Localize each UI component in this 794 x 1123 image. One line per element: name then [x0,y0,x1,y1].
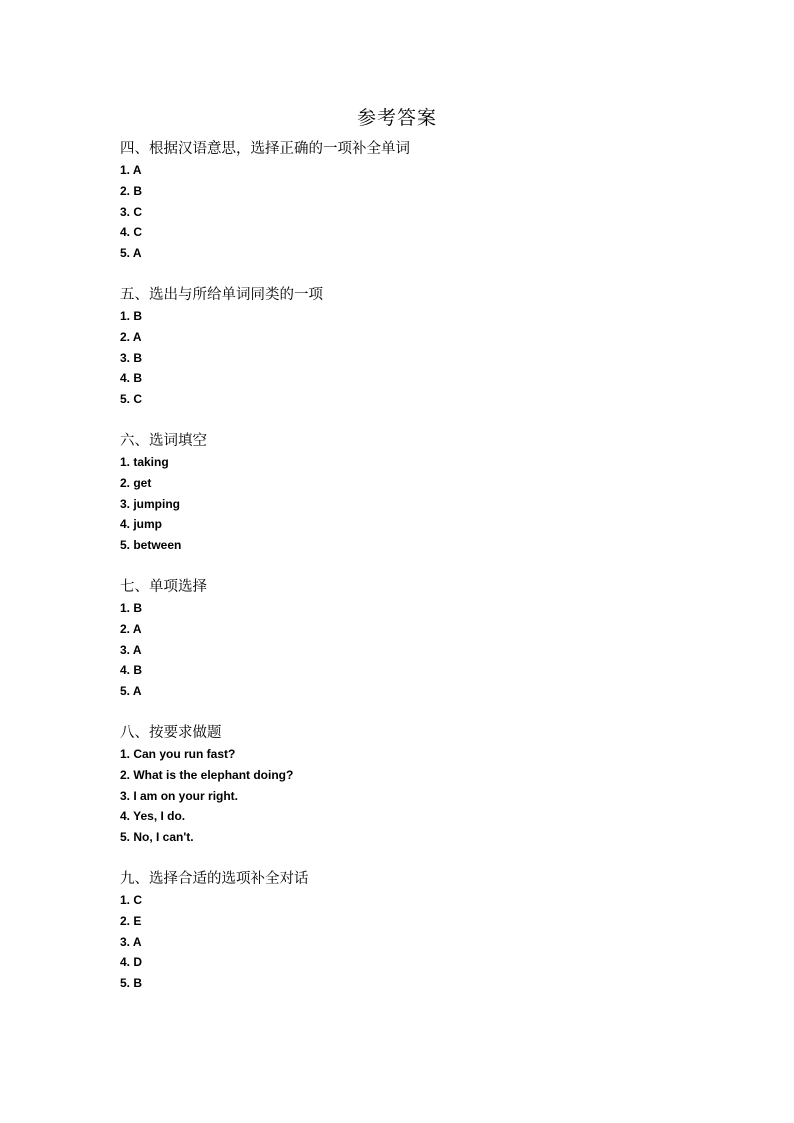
answer-list [120,160,740,264]
answer-item: 3. B [120,350,143,365]
answer-item: 3. jumping [120,496,180,511]
answer-item: 1. taking [120,454,169,469]
answer-item: 5. C [120,392,143,407]
answer-item: 3. I am on your right. [120,788,239,803]
answer-item: 2. get [120,475,152,490]
answer-item: 3. C [120,204,143,219]
answer-sections [120,138,740,1014]
section-heading: 五、选出与所给单词同类的一项 [120,286,323,303]
answer-list [120,598,740,702]
answer-item: 2. E [120,913,142,928]
answer-item: 4. D [120,955,143,970]
answer-item: 2. A [120,621,142,636]
answer-item: 1. C [120,892,143,907]
page-title: 参考答案 [356,107,437,129]
section-9 [120,868,740,994]
section-heading: 八、按要求做题 [120,724,222,741]
answer-item: 4. C [120,225,143,240]
answer-item: 5. No, I can't. [120,830,194,845]
answer-item: 1. A [120,163,142,177]
answer-item: 4. B [120,663,143,678]
answer-item: 4. B [120,371,143,386]
answer-item: 5. A [120,684,142,699]
answer-list [120,306,740,410]
answer-item: 5. A [120,246,142,261]
answer-item: 2. B [120,183,143,198]
section-5 [120,284,740,410]
answer-list [120,452,740,556]
answer-item: 5. between [120,538,182,553]
answer-list [120,744,740,848]
section-7 [120,576,740,702]
answer-item: 1. B [120,308,143,323]
section-4 [120,138,740,264]
section-heading: 九、选择合适的选项补全对话 [120,870,309,887]
section-heading: 七、单项选择 [120,578,207,595]
section-heading: 四、根据汉语意思，选择正确的一项补全单词 [120,141,410,157]
section-8 [120,722,740,848]
answer-item: 4. Yes, I do. [120,809,186,824]
answer-item: 4. jump [120,517,163,532]
answer-item: 5. B [120,976,143,991]
answer-item: 3. A [120,642,142,657]
answer-item: 2. A [120,329,142,344]
section-6 [120,430,740,556]
answer-item: 3. A [120,934,142,949]
answer-item: 2. What is the elephant doing? [120,767,294,782]
answer-item: 1. Can you run fast? [120,746,236,761]
answer-item: 1. B [120,600,143,615]
answer-list [120,890,740,994]
section-heading: 六、选词填空 [120,432,207,449]
